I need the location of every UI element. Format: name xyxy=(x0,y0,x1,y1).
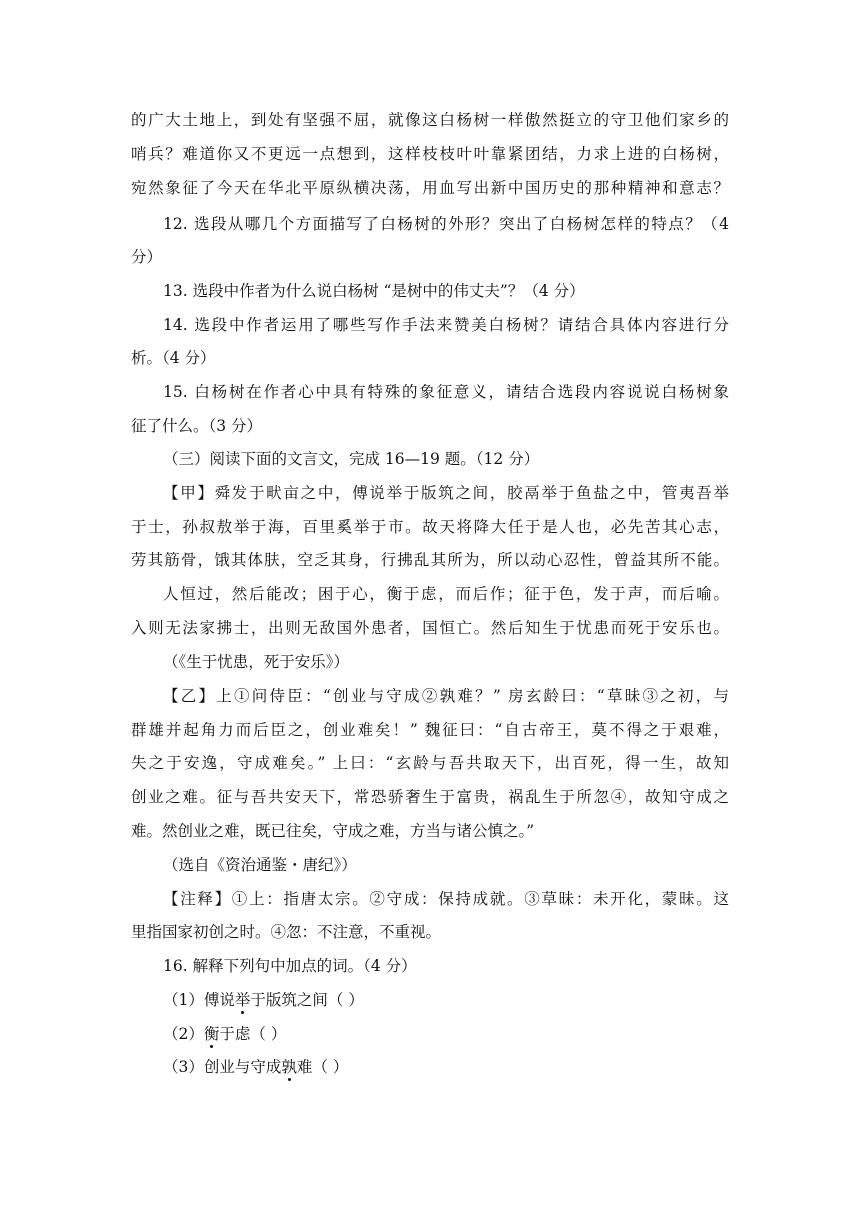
passage-line: 的广大土地上，到处有坚强不屈，就像这白杨树一样傲然挺立的守卫他们家乡的 xyxy=(131,111,729,129)
question-16-item-1: （1）傅说举于版筑之间（ ） xyxy=(163,991,364,1009)
notes-line: 【注释】①上：指唐太宗。②守成：保持成就。③草昧：未开化，蒙昧。这 xyxy=(163,890,729,908)
text-yi-line: 创业之难。征与吾共安天下，常恐骄奢生于富贵，祸乱生于所忽④，故知守成之 xyxy=(131,788,729,806)
section-heading: （三）阅读下面的文言文，完成 16—19 题。（12 分） xyxy=(163,450,540,468)
dotted-word: 孰 xyxy=(281,1058,297,1076)
question-12-cont: 分） xyxy=(131,248,163,266)
text-yi-line: 群雄并起角力而后臣之，创业难矣！” 魏征曰：“自古帝王，莫不得之于艰难， xyxy=(131,721,729,739)
question-14: 14. 选段中作者运用了哪些写作手法来赞美白杨树？请结合具体内容进行分 xyxy=(163,316,729,334)
text-yi-line: 【乙】上①问侍臣：“创业与守成②孰难？” 房玄龄曰：“草昧③之初，与 xyxy=(163,687,729,705)
text-jia-line: 【甲】舜发于畎亩之中，傅说举于版筑之间，胶鬲举于鱼盐之中，管夷吾举 xyxy=(163,484,729,502)
question-14-cont: 析。（4 分） xyxy=(131,349,216,367)
question-16-item-3: （3）创业与守成孰难（ ） xyxy=(163,1058,349,1076)
question-16-item-2: （2）衡于虑（ ） xyxy=(163,1025,287,1043)
dotted-word: 衡 xyxy=(203,1025,220,1043)
text-jia-line: 劳其筋骨，饿其体肤，空乏其身，行拂乱其所为，所以动心忍性，曾益其所不能。 xyxy=(131,551,729,569)
passage-line: 宛然象征了今天在华北平原纵横决荡，用血写出新中国历史的那种精神和意志？ xyxy=(131,179,729,197)
text-jia-line: 人恒过，然后能改；困于心，衡于虑，而后作；征于色，发于声，而后喻。 xyxy=(163,585,729,603)
question-16: 16. 解释下列句中加点的词。（4 分） xyxy=(163,957,417,975)
notes-line: 里指国家初创之时。④忽：不注意，不重视。 xyxy=(131,923,442,941)
question-15: 15. 白杨树在作者心中具有特殊的象征意义，请结合选段内容说说白杨树象 xyxy=(163,383,729,401)
question-12: 12. 选段从哪几个方面描写了白杨树的外形？突出了白杨树怎样的特点？（4 xyxy=(163,215,729,233)
text-yi-source: （选自《资治通鉴・唐纪》） xyxy=(163,856,357,874)
dotted-word: 举 xyxy=(234,991,251,1009)
text-yi-line: 难。然创业之难，既已往矣，守成之难，方当与诸公慎之。” xyxy=(131,822,535,840)
question-15-cont: 征了什么。（3 分） xyxy=(131,417,263,435)
text-yi-line: 失之于安逸，守成难矣。” 上曰：“玄龄与吾共取天下，出百死，得一生，故知 xyxy=(131,754,729,772)
text-jia-source: （《生于忧患，死于安乐》） xyxy=(163,653,350,671)
passage-line: 哨兵？难道你又不更远一点想到，这样枝枝叶叶靠紧团结，力求上进的白杨树， xyxy=(131,145,729,163)
text-jia-line: 入则无法家拂士，出则无敌国外患者，国恒亡。然后知生于忧患而死于安乐也。 xyxy=(131,619,729,637)
text-jia-line: 于士，孙叔敖举于海，百里奚举于市。故天将降大任于是人也，必先苦其心志， xyxy=(131,518,729,536)
question-13: 13. 选段中作者为什么说白杨树 “是树中的伟丈夫”？（4 分） xyxy=(163,282,585,300)
